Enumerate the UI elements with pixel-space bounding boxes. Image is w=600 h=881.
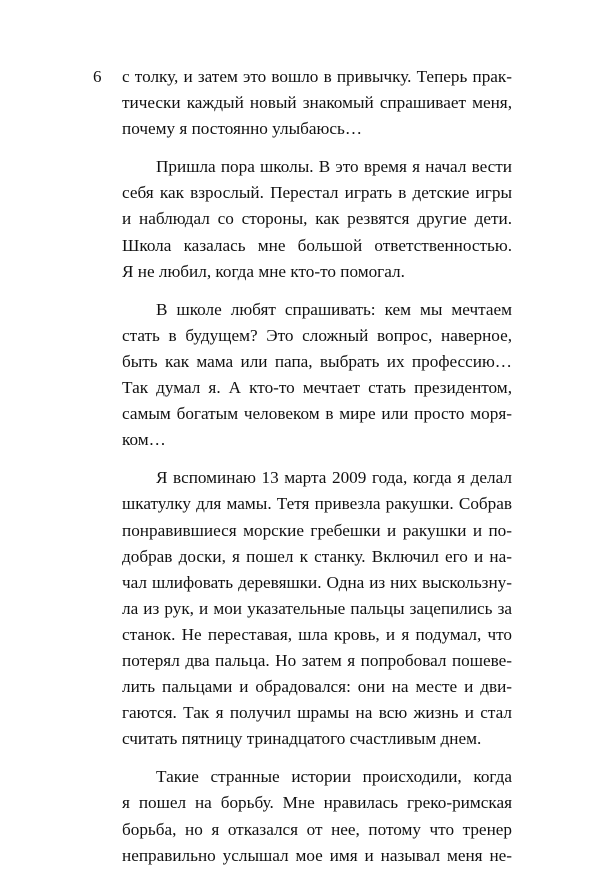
text-line: потерял два пальца. Но затем я попробовал пошеве- [122,650,512,670]
text-line: самым богатым человеком в мире или просто моря- [122,404,512,424]
text-line: Школа казалась мне большой ответственностью. [122,235,512,255]
paragraph-4 [122,465,512,752]
text-line: с толку, и затем это вошло в привычку. Теперь прак- [122,67,512,86]
text-line: ла из рук, и мои указательные пальцы зацепились за [122,598,512,618]
text-line: почему я постоянно улыбаюсь… [122,119,363,139]
paragraph-1 [122,64,512,142]
text-line: чал шлифовать деревяшки. Одна из них выскользну- [122,572,512,592]
text-line: В школе любят спрашивать: кем мы мечтаем [156,299,512,319]
text-line: стать в будущем? Это сложный вопрос, наверное, [122,325,512,345]
text-line: лить пальцами и обрадовался: они на месте и дви- [122,677,512,697]
text-line: Пришла пора школы. В это время я начал вести [156,157,512,177]
text-line: быть как мама или папа, выбрать их профессию… [122,351,512,371]
text-line: добрав доски, я пошел к станку. Включил его и на- [122,546,512,566]
text-line: тически каждый новый знакомый спрашивает меня, [122,93,512,113]
paragraph-3 [122,297,512,454]
text-line: считать пятницу тринадцатого счастливым днем. [122,729,482,749]
paragraph-5 [122,764,512,868]
text-line: Такие странные истории происходили, когда [156,767,512,787]
body-text [122,64,512,881]
text-line: Я не любил, когда мне кто-то помогал. [122,261,405,281]
text-line: я пошел на борьбу. Мне нравилась греко-римская [122,793,512,813]
text-line: Так думал я. А кто-то мечтает стать президентом, [122,378,512,398]
text-line: борьба, но я отказался от нее, потому что тренер [122,819,512,839]
text-line: неправильно услышал мое имя и называл меня не- [122,845,512,865]
text-line: Я вспоминаю 13 марта 2009 года, когда я делал [156,468,512,488]
paragraph-2 [122,154,512,284]
text-line: шкатулку для мамы. Тетя привезла ракушки. Собрав [122,494,512,514]
text-line: и наблюдал со стороны, как резвятся другие дети. [122,209,512,229]
text-line: ком… [122,430,166,450]
text-line: себя как взрослый. Перестал играть в детские игры [122,183,512,203]
text-line: станок. Не переставая, шла кровь, и я подумал, что [122,624,512,644]
page-number: 6 [93,67,102,86]
text-line: гаются. Так я получил шрамы на всю жизнь и стал [122,703,512,723]
text-line: понравившиеся морские гребешки и ракушки и по- [122,520,512,540]
